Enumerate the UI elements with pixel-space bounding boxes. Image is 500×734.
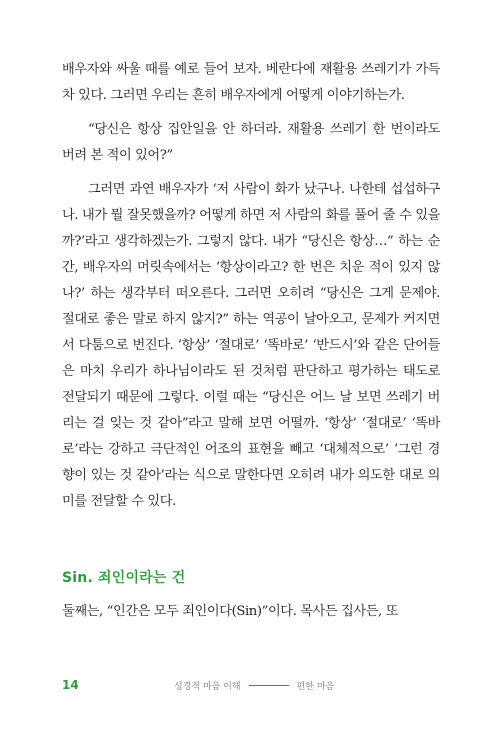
paragraph: 그러면 과연 배우자가 ‘저 사람이 화가 났구나. 나한테 섭섭하구나. 내가 뭘 잘못했을까? 어떻게 하면 저 사람의 화를 풀어 줄 수 있을까?’라고 생각하겠는가. 그렇지 않다. 내가 “당신은 항상…” 하는 순간, 배우자의 머릿속에서는 ‘항상이라고? 한 번은 치운 적이 있지 않나?’ 하는 생각부터 떠오른다. 그러면 오히려 “당신은 그게 문제야. 절대로 좋은 말로 하지 않지?” 하는 역공이 날아오고, 문제가 커지면서 다툼으로 번진다. ‘항상’ ‘절대로’ ‘똑바로’ ‘반드시’와 같은 단어들은 마치 우리가 하나님이라도 된 것처럼 판단하고 평가하는 태도로 전달되기 때문에 그렇다. 이럴 때는 “당신은 어느 날 보면 쓰레기 버리는 걸 잊는 것 같아”라고 말해 보면 어떨까. ‘항상’ ‘절대로’ ‘똑바로’라는 강하고 극단적인 어조의 표현을 빼고 ‘대체적으로’ ‘그런 경향이 있는 것 같아’라는 식으로 말한다면 오히려 내가 의도한 대로 의미를 전달할 수 있다. (62, 182, 440, 509)
quote-paragraph: “당신은 항상 집안일을 안 하더라. 재활용 쓰레기 한 번이라도 버려 본 적이 있어?” (62, 122, 440, 163)
page-footer (62, 675, 440, 695)
section (62, 567, 440, 625)
section-title: Sin. 죄인이라는 건 (62, 570, 186, 586)
footer-book-title: 성경적 마음 이해 (174, 681, 241, 692)
section-first-line: 둘째는, “인간은 모두 죄인이다(Sin)”이다. 목사든 집사든, 또 (62, 604, 398, 619)
footer-chapter-title: 편한 마음 (296, 681, 335, 692)
paragraph: 배우자와 싸울 때를 예로 들어 보자. 베란다에 재활용 쓰레기가 가득 차 있다. 그러면 우리는 흔히 배우자에게 어떻게 이야기하는가. (62, 62, 440, 103)
page-number: 14 (62, 678, 79, 692)
footer-divider (249, 685, 289, 686)
body-text (62, 57, 440, 515)
